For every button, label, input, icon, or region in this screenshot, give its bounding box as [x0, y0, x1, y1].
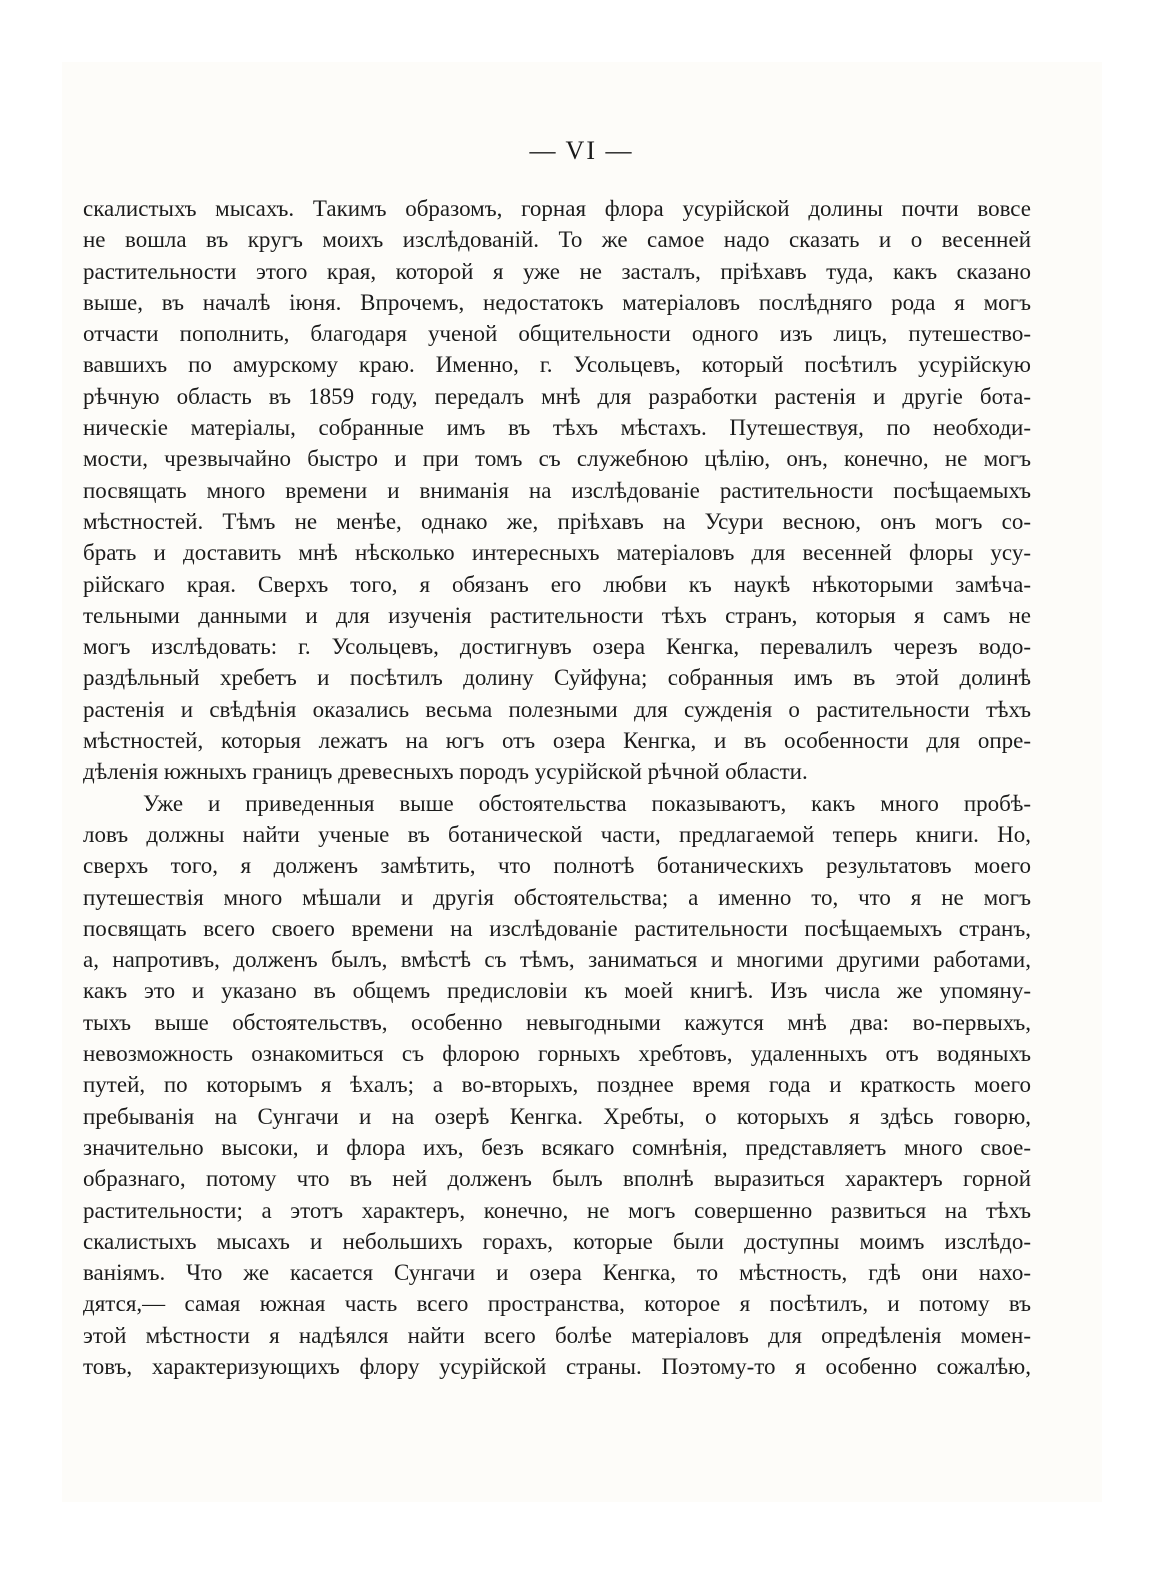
- text-line: путешествія много мѣшали и другія обстоятельства; а именно то, что я не могъ: [83, 884, 1031, 910]
- text-line: растительности этого края, которой я уже не засталъ, пріѣхавъ туда, какъ сказано: [83, 258, 1031, 284]
- text-line: ническіе матеріалы, собранные имъ въ тѣхъ мѣстахъ. Путешествуя, по необходи-: [83, 415, 1031, 441]
- text-line: невозможность ознакомиться съ флорою горныхъ хребтовъ, удаленныхъ отъ водяныхъ: [83, 1041, 1031, 1067]
- text-line: ловъ должны найти ученые въ ботанической части, предлагаемой теперь книги. Но,: [83, 821, 1031, 847]
- text-line: скалистыхъ мысахъ и небольшихъ горахъ, которые были доступны моимъ изслѣдо-: [83, 1228, 1031, 1254]
- text-line: скалистыхъ мысахъ. Такимъ образомъ, горная флора усурійской долины почти вовсе: [83, 196, 1031, 221]
- paragraph-first-line: Уже и приведенныя выше обстоятельства показываютъ, какъ много пробѣ-: [143, 790, 1031, 816]
- text-line: ваніямъ. Что же касается Сунгачи и озера Кенгка, то мѣстность, гдѣ они нахо-: [83, 1260, 1031, 1286]
- text-line: брать и доставить мнѣ нѣсколько интересныхъ матеріаловъ для весенней флоры усу-: [83, 540, 1031, 566]
- text-line: тыхъ выше обстоятельствъ, особенно невыгодными кажутся мнѣ два: во-первыхъ,: [83, 1009, 1031, 1035]
- text-line: мѣстностей, которыя лежатъ на югъ отъ озера Кенгка, и въ особенности для опре-: [83, 728, 1031, 754]
- text-line: выше, въ началѣ іюня. Впрочемъ, недостатокъ матеріаловъ послѣдняго рода я могъ: [83, 289, 1031, 315]
- text-line: пребыванія на Сунгачи и на озерѣ Кенгка. Хребты, о которыхъ я здѣсь говорю,: [83, 1103, 1031, 1129]
- page-number: — VI —: [529, 136, 634, 165]
- text-line: мѣстностей. Тѣмъ не менѣе, однако же, пріѣхавъ на Усури весною, онъ могъ со-: [83, 508, 1031, 534]
- text-line: растенія и свѣдѣнія оказались весьма полезными для сужденія о растительности тѣхъ: [83, 696, 1031, 722]
- text-line: дятся,— самая южная часть всего пространства, которое я посѣтилъ, и потому въ: [83, 1291, 1031, 1317]
- text-line: вавшихъ по амурскому краю. Именно, г. Усольцевъ, который посѣтилъ усурійскую: [83, 352, 1031, 378]
- text-line: а, напротивъ, долженъ былъ, вмѣстѣ съ тѣмъ, заниматься и многими другими работами,: [83, 947, 1031, 973]
- text-line: могъ изслѣдовать: г. Усольцевъ, достигнувъ озера Кенгка, перевалилъ черезъ водо-: [83, 634, 1031, 660]
- text-line: посвящать всего своего времени на изслѣдованіе растительности посѣщаемыхъ странъ,: [83, 915, 1031, 941]
- body-text: [83, 193, 1031, 1382]
- text-line: мости, чрезвычайно быстро и при томъ съ служебною цѣлію, онъ, конечно, не могъ: [83, 446, 1031, 472]
- text-line: тельными данными и для изученія растительности тѣхъ странъ, которыя я самъ не: [83, 602, 1031, 628]
- text-line: образнаго, потому что въ ней долженъ былъ вполнѣ выразиться характеръ горной: [83, 1166, 1031, 1192]
- text-line: путей, по которымъ я ѣхалъ; а во-вторыхъ, позднее время года и краткость моего: [83, 1072, 1031, 1098]
- paragraph-end-line: дѣленія южныхъ границъ древесныхъ породъ усурійской рѣчной области.: [83, 759, 808, 785]
- text-line: сверхъ того, я долженъ замѣтить, что полнотѣ ботаническихъ результатовъ моего: [83, 853, 1031, 879]
- text-line: рѣчную область въ 1859 году, передалъ мнѣ для разработки растенія и другіе бота-: [83, 383, 1031, 409]
- text-line: растительности; а этотъ характеръ, конечно, не могъ совершенно развиться на тѣхъ: [83, 1197, 1031, 1223]
- text-line: товъ, характеризующихъ флору усурійской страны. Поэтому-то я особенно сожалѣю,: [83, 1353, 1031, 1379]
- text-line: не вошла въ кругъ моихъ изслѣдованій. То же самое надо сказать и о весенней: [83, 227, 1031, 253]
- text-line: отчасти пополнить, благодаря ученой общительности одного изъ лицъ, путешество-: [83, 321, 1031, 347]
- text-line: значительно высоки, и флора ихъ, безъ всякаго сомнѣнія, представляетъ много свое-: [83, 1134, 1031, 1160]
- text-line: какъ это и указано въ общемъ предисловіи къ моей книгѣ. Изъ числа же упомяну-: [83, 978, 1031, 1004]
- text-line: раздѣльный хребетъ и посѣтилъ долину Суйфуна; собранныя имъ въ этой долинѣ: [83, 665, 1031, 691]
- text-line: посвящать много времени и вниманія на изслѣдованіе растительности посѣщаемыхъ: [83, 477, 1031, 503]
- text-line: этой мѣстности я надѣялся найти всего болѣе матеріаловъ для опредѣленія момен-: [83, 1322, 1031, 1348]
- text-line: рійскаго края. Сверхъ того, я обязанъ его любви къ наукѣ нѣкоторыми замѣча-: [83, 571, 1031, 597]
